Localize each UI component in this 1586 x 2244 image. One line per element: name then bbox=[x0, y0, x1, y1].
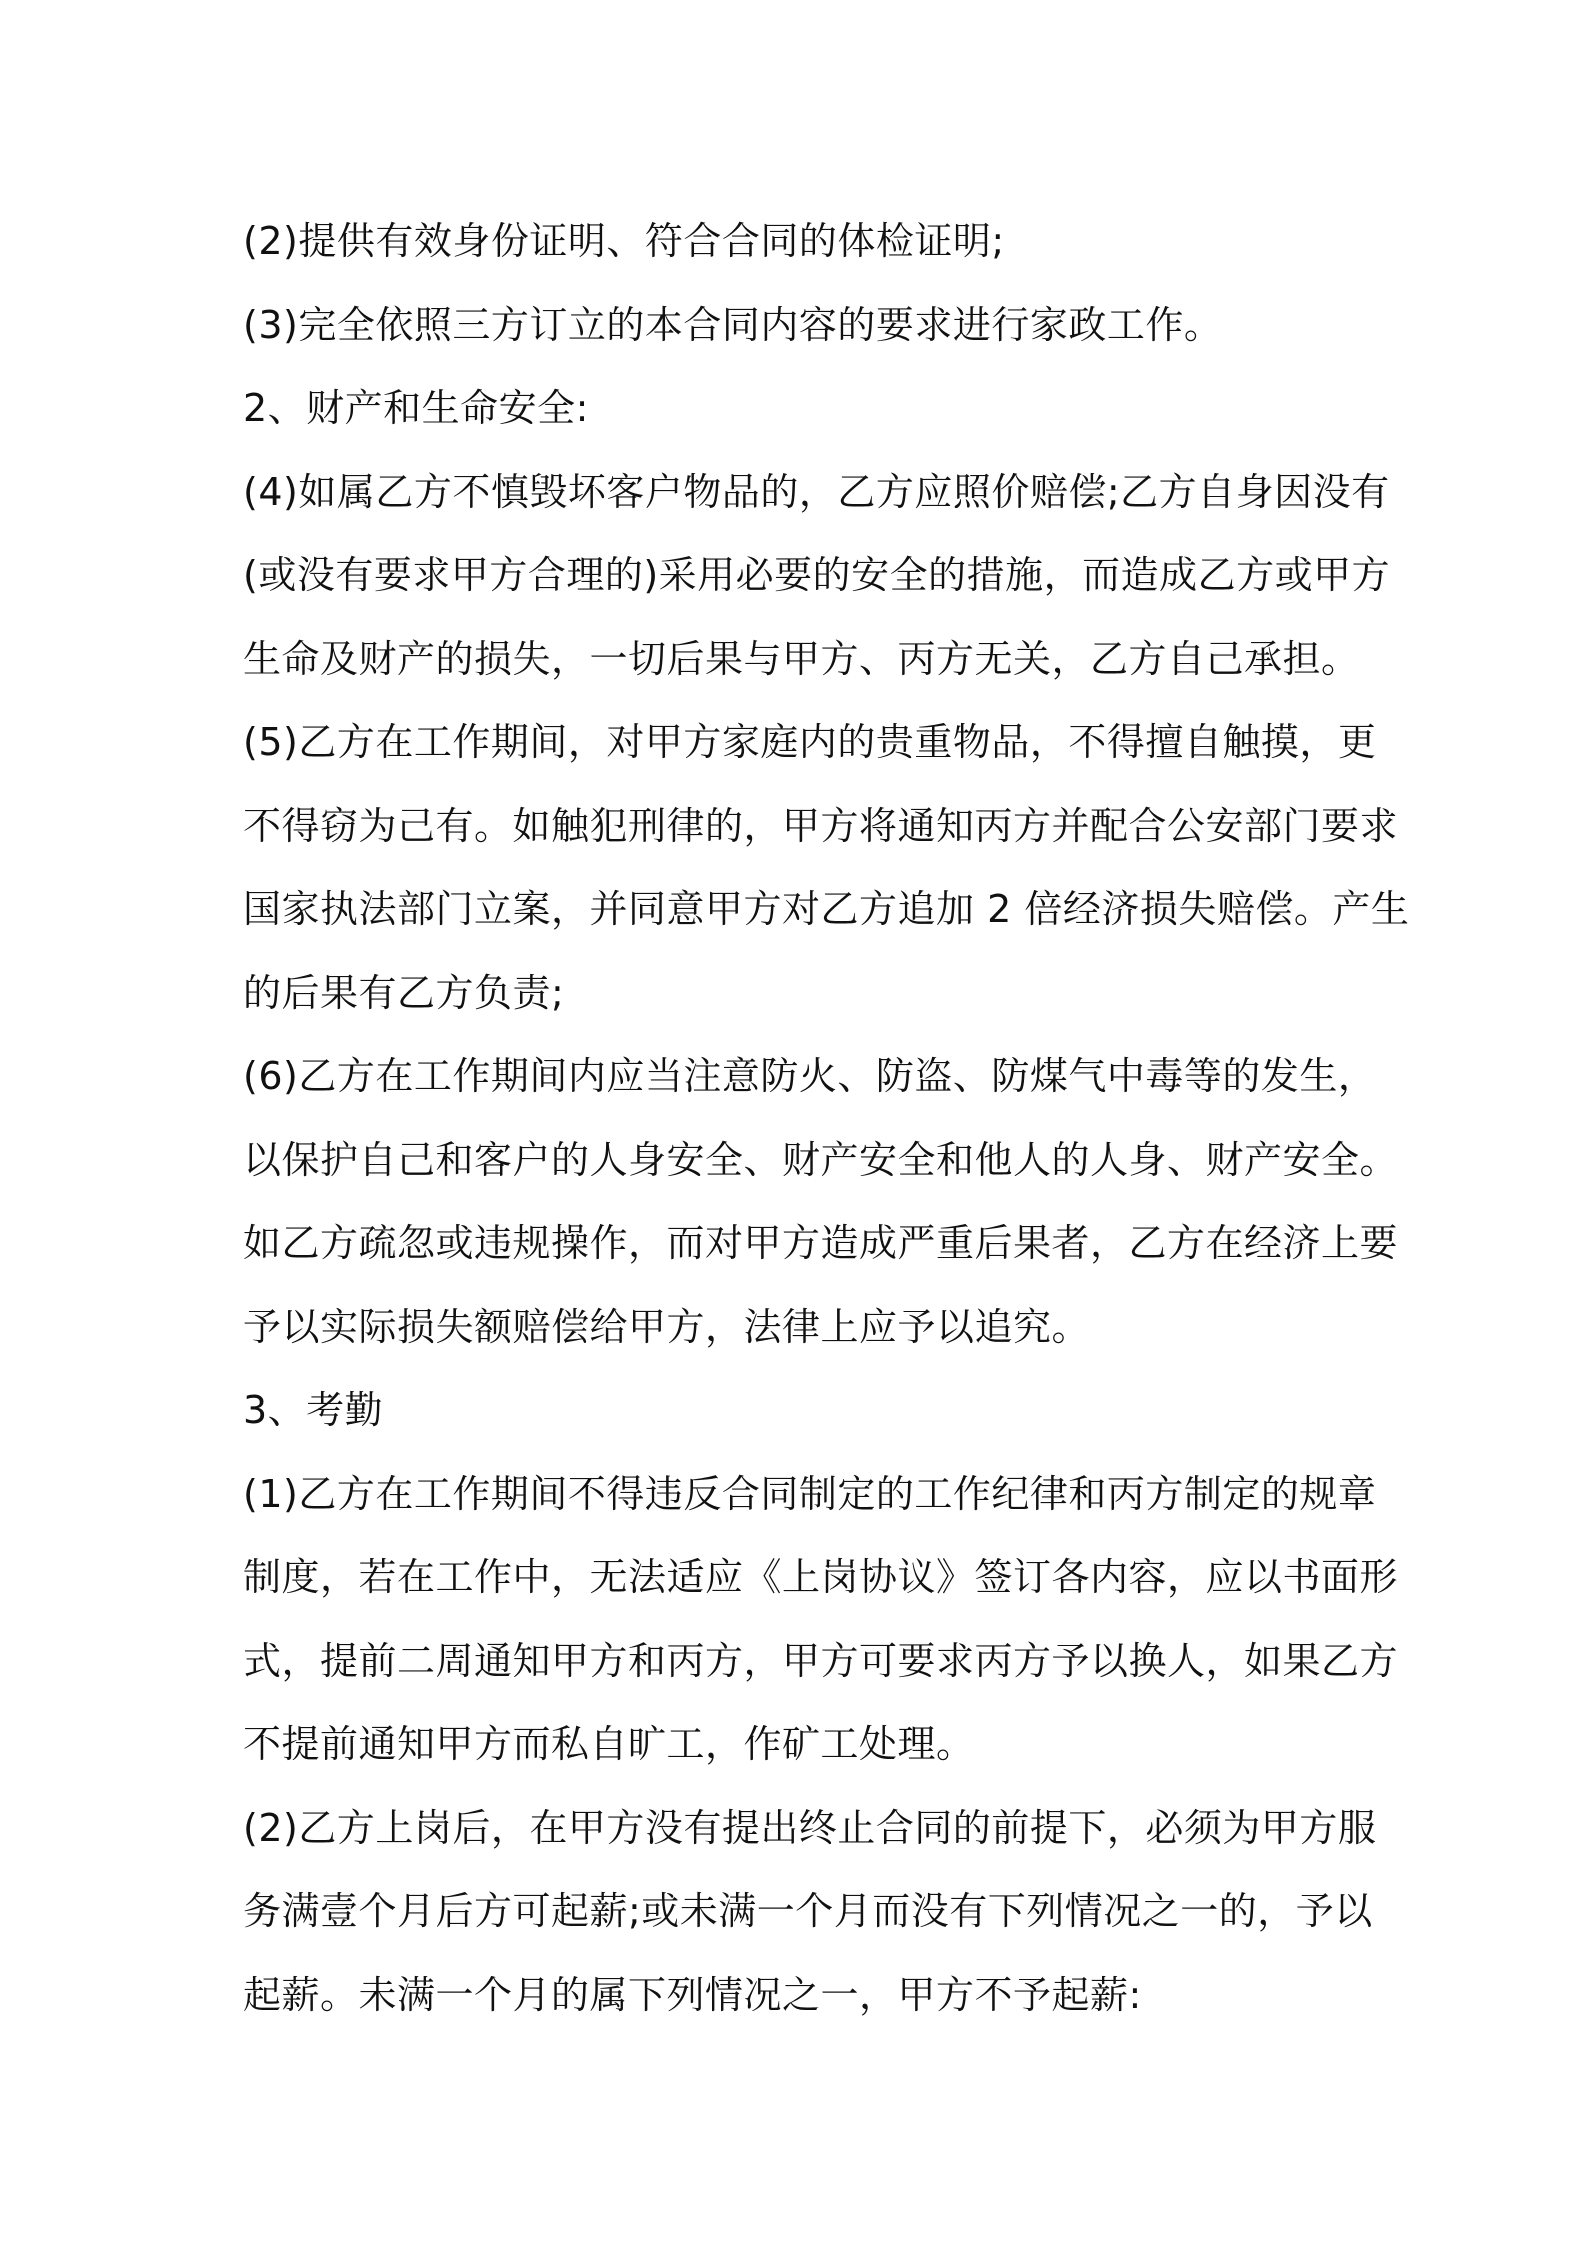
text-line: (5)乙方在工作期间，对甲方家庭内的贵重物品，不得擅自触摸，更 bbox=[243, 720, 1377, 764]
section-heading: 3、考勤 bbox=[243, 1388, 384, 1432]
text-line: (或没有要求甲方合理的)采用必要的安全的措施，而造成乙方或甲方 bbox=[243, 553, 1391, 597]
text-line: (6)乙方在工作期间内应当注意防火、防盗、防煤气中毒等的发生， bbox=[243, 1054, 1377, 1098]
text-line: (2)乙方上岗后，在甲方没有提出终止合同的前提下，必须为甲方服 bbox=[243, 1805, 1377, 1850]
text-line: 务满壹个月后方可起薪;或未满一个月而没有下列情况之一的，予以 bbox=[243, 1889, 1373, 1933]
document-body bbox=[243, 200, 1410, 2037]
text-line: 起薪。未满一个月的属下列情况之一，甲方不予起薪: bbox=[243, 1972, 1142, 2017]
text-line: (1)乙方在工作期间不得违反合同制定的工作纪律和丙方制定的规章 bbox=[243, 1471, 1377, 1516]
text-line: 予以实际损失额赔偿给甲方，法律上应予以追究。 bbox=[243, 1304, 1091, 1349]
section-heading: 2、财产和生命安全: bbox=[243, 386, 589, 430]
text-line: 制度，若在工作中，无法适应《上岗协议》签订各内容，应以书面形 bbox=[243, 1555, 1399, 1599]
text-line: 国家执法部门立案，并同意甲方对乙方追加 2 倍经济损失赔偿。产生 bbox=[243, 887, 1410, 931]
text-line: (4)如属乙方不慎毁坏客户物品的，乙方应照价赔偿;乙方自身因没有 bbox=[243, 469, 1390, 514]
text-line: 如乙方疏忽或违规操作，而对甲方造成严重后果者，乙方在经济上要 bbox=[243, 1221, 1399, 1265]
text-line: (2)提供有效身份证明、符合合同的体检证明; bbox=[243, 219, 1005, 263]
text-line: 不提前通知甲方而私自旷工，作矿工处理。 bbox=[243, 1722, 975, 1766]
text-line: 不得窃为己有。如触犯刑律的，甲方将通知丙方并配合公安部门要求 bbox=[243, 803, 1399, 848]
text-line: 的后果有乙方负责; bbox=[243, 970, 565, 1015]
text-line: 生命及财产的损失，一切后果与甲方、丙方无关，乙方自己承担。 bbox=[243, 636, 1360, 681]
text-line: 式，提前二周通知甲方和丙方，甲方可要求丙方予以换人，如果乙方 bbox=[243, 1638, 1399, 1683]
text-line: (3)完全依照三方订立的本合同内容的要求进行家政工作。 bbox=[243, 302, 1223, 347]
text-line: 以保护自己和客户的人身安全、财产安全和他人的人身、财产安全。 bbox=[243, 1137, 1399, 1182]
